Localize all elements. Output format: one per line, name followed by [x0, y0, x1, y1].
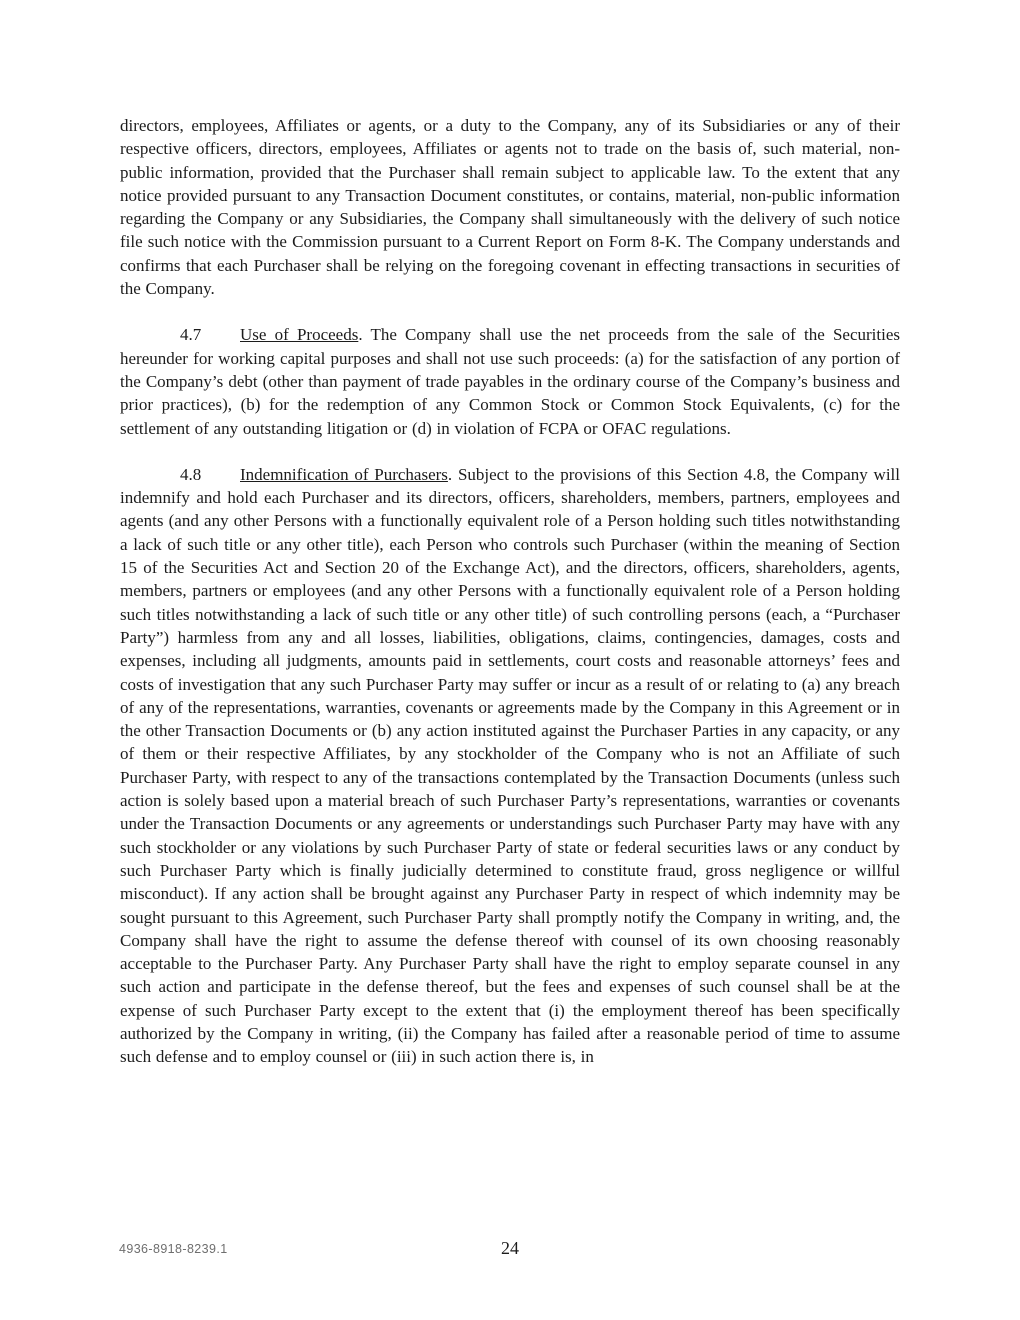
page-footer — [0, 1238, 1020, 1268]
section-text: The Company shall use the net proceeds from the sale of the Securities hereunder for working capital purposes and shall not use such proceeds: (a) for the satisfaction of any portion of the Company’s debt (other than payment of trade payables in the ordinary course of the Company’s business and prior practices), (b) for the redemption of any Common Stock or Common Stock Equivalents, (c) for the settlement of any outstanding litigation or (d) in violation of FCPA or OFAC regulations. — [120, 325, 900, 438]
section-number: 4.7 — [180, 325, 202, 345]
section-heading-period: . — [447, 464, 453, 484]
section-heading: Indemnification of Purchasers — [240, 464, 448, 484]
section-heading-period: . — [358, 325, 363, 345]
section-number: 4.8 — [180, 464, 202, 484]
section-4-8 — [120, 463, 900, 1069]
section-text: Subject to the provisions of this Section 4.8, the Company will indemnify and hold each Purchaser and its directors, officers, shareholders, members, partners, employees and agents (and any other Persons with a functionally equivalent role of a Person holding such titles notwithstanding a lack of such title or any other title), each Person who controls such Purchaser (within the meaning of Section 15 of the Securities Act and Section 20 of the Exchange Act), and the directors, officers, shareholders, agents, members, partners or employees (and any other Persons with a functionally equivalent role of a Person holding such titles notwithstanding a lack of such title or any other title) of such controlling persons (each, a “Purchaser Party”) harmless from any and all losses, liabilities, obligations, claims, contingencies, damages, costs and expenses, including all judgments, amounts paid in settlements, court costs and reasonable attorneys’ fees and costs of investigation that any such Purchaser Party may suffer or incur as a result of or relating to (a) any breach of any of the representations, warranties, covenants or agreements made by the Company in this Agreement or in the other Transaction Documents or (b) any action instituted against the Purchaser Parties in any capacity, or any of them or their respective Affiliates, by any stockholder of the Company who is not an Affiliate of such Purchaser Party, with respect to any of the transactions contemplated by the Transaction Documents (unless such action is solely based upon a material breach of such Purchaser Party’s representations, warranties or covenants under the Transaction Documents or any agreements or understandings such Purchaser Party may have with any such stockholder or any violations by such Purchaser Party of state or federal securities laws or any conduct by such Purchaser Party which is finally judicially determined to constitute fraud, gross negligence or willful misconduct). If any action shall be brought against any Purchaser Party in respect of which indemnity may be sought pursuant to this Agreement, such Purchaser Party shall promptly notify the Company in writing, and, the Company shall have the right to assume the defense thereof with counsel of its own choosing reasonably acceptable to the Purchaser Party. Any Purchaser Party shall have the right to employ separate counsel in any such action and participate in the defense thereof, but the fees and expenses of such counsel shall be at the expense of such Purchaser Party except to the extent that (i) the employment thereof has been specifically authorized by the Company in writing, (ii) the Company has failed after a reasonable period of time to assume such defense and to employ counsel or (iii) in such action there is, in — [120, 464, 900, 1067]
section-4-7 — [120, 323, 900, 439]
page-body — [120, 114, 900, 1092]
page-number: 24 — [501, 1238, 519, 1258]
paragraph-continuation: directors, employees, Affiliates or agents, or a duty to the Company, any of its Subsidiaries or any of their respective officers, directors, employees, Affiliates or agents not to trade on the basis of, such material, non-public information, provided that the Purchaser shall remain subject to applicable law. To the extent that any notice provided pursuant to any Transaction Document constitutes, or contains, material, non-public information regarding the Company or any Subsidiaries, the Company shall simultaneously with the delivery of such notice file such notice with the Commission pursuant to a Current Report on Form 8-K. The Company understands and confirms that each Purchaser shall be relying on the foregoing covenant in effecting transactions in securities of the Company. — [120, 116, 900, 299]
section-heading: Use of Proceeds — [240, 325, 359, 345]
document-control-number: 4936-8918-8239.1 — [119, 1242, 228, 1256]
